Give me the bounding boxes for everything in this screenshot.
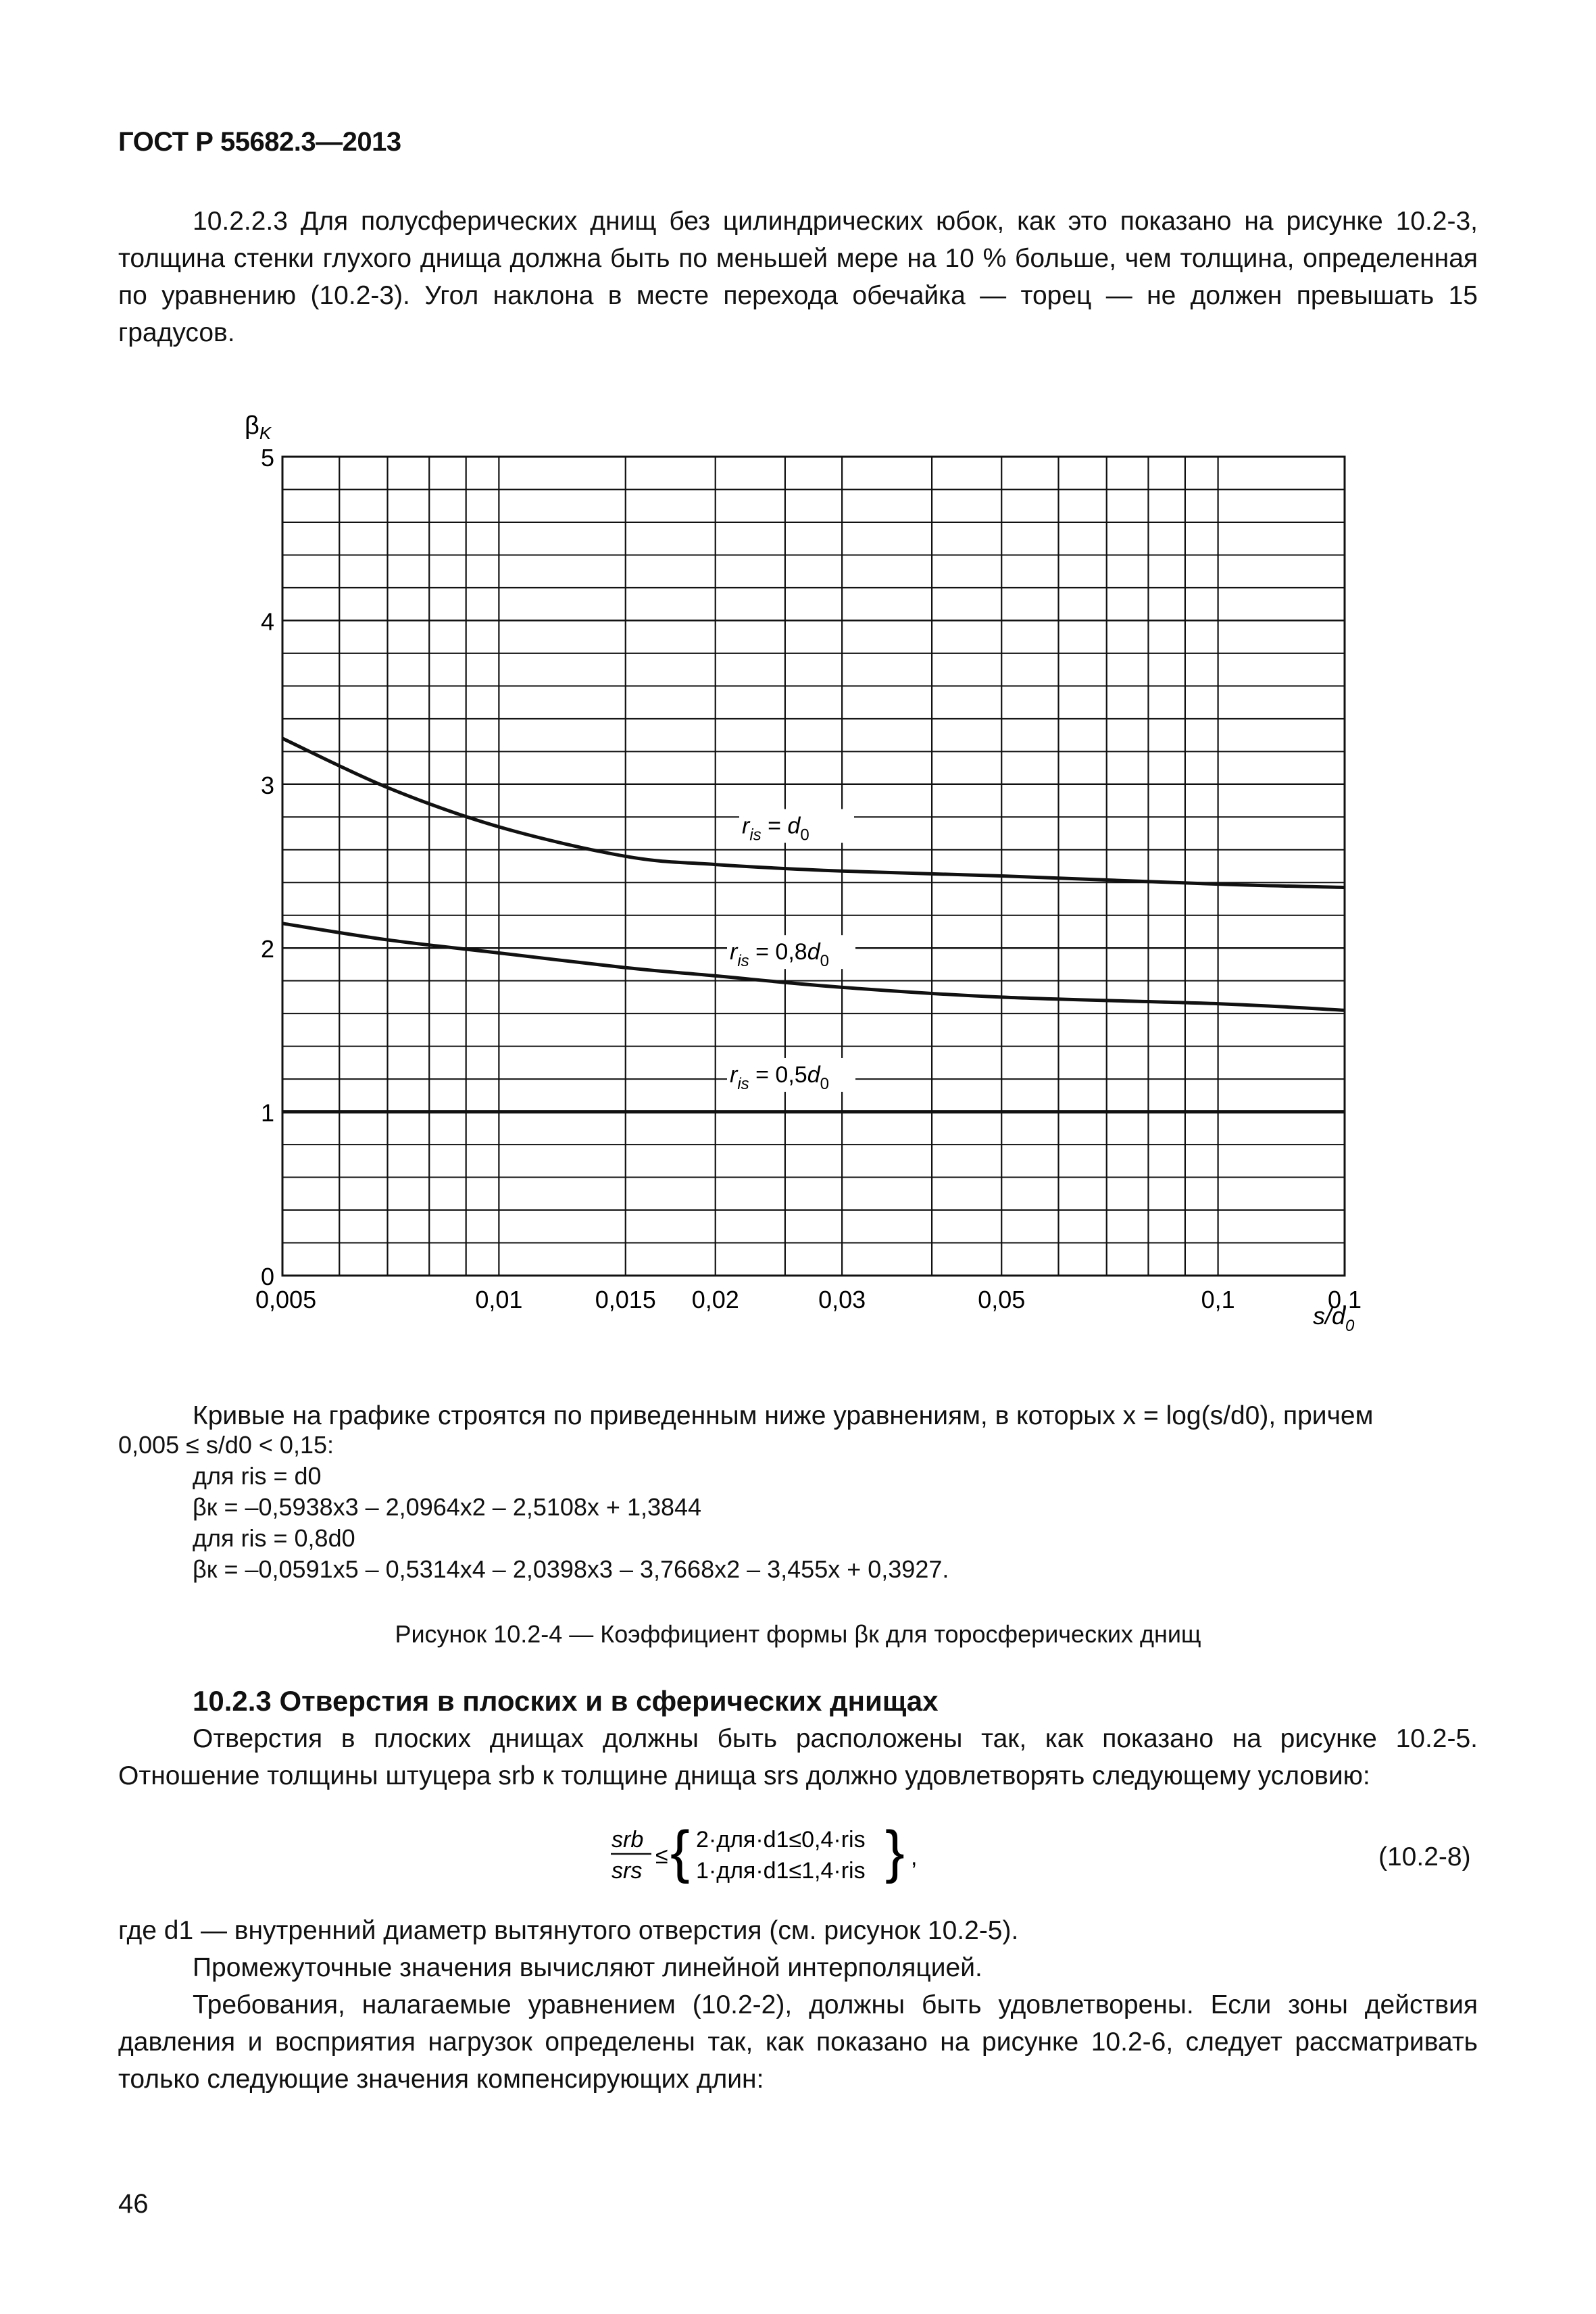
paragraph-10-2-2-3: 10.2.2.3 Для полусферических днищ без цилиндрических юбок, как это показано на рисунке 10.2-3, толщина стенки глухого днища должна быть по меньшей мере на 10 % больше, чем толщина, определенная по уравнению (10.2-3). Угол наклона в месте перехода обечайка — торец — не должен превышать 15 градусов. (118, 207, 1478, 347)
x-tick-label: 0,015 (595, 1286, 656, 1313)
formula-numerator: srb (612, 1827, 644, 1853)
figure-10-2-4 (0, 405, 1596, 1351)
x-axis-label: $s/d_0$ (1313, 1302, 1355, 1335)
shape-coefficient-chart (0, 405, 1596, 1351)
equation-formula-1: βк = –0,5938x3 – 2,0964x2 – 2,5108x + 1,3844 (193, 1493, 702, 1521)
equations-range: 0,005 ≤ s/d0 < 0,15: (118, 1431, 334, 1459)
curve-label-2: $r_{is} = 0,8d_0$ (730, 939, 829, 971)
curve-label-1: $r_{is} = d_0$ (742, 813, 809, 845)
chart-grid (282, 457, 1345, 1276)
curve-label-3: $r_{is} = 0,5d_0$ (730, 1061, 829, 1093)
y-tick-labels (261, 444, 274, 1290)
figure-caption: Рисунок 10.2-4 — Коэффициент формы βк для торосферических днищ (395, 1620, 1201, 1648)
x-tick-label: 0,1 (1201, 1286, 1235, 1313)
y-tick-label: 5 (260, 444, 274, 472)
interpolation-paragraph: Промежуточные значения вычисляют линейной интерполяцией. (193, 1953, 982, 1982)
x-tick-label: 0,1 (1327, 1286, 1362, 1313)
equation-case-2: для ris = 0,8d0 (193, 1524, 355, 1552)
comma: , (911, 1844, 918, 1870)
equation-number: (10.2-8) (1378, 1842, 1471, 1871)
left-brace: { (670, 1819, 690, 1884)
section-title: 10.2.3 Отверстия в плоских и в сферических днищах (193, 1685, 939, 1717)
requirements-paragraph: Требования, налагаемые уравнением (10.2-2), должны быть удовлетворены. Если зоны действия давления и восприятия нагрузок определены так, как показано на рисунке 10.2-6, следует рассматривать только следующие значения компенсирующих длин: (118, 1990, 1478, 2094)
equation-case-1: для ris = d0 (193, 1462, 322, 1490)
x-tick-label: 0,02 (691, 1286, 739, 1313)
y-tick-label: 3 (260, 771, 274, 799)
formula-line-2: 1·для·d1≤1,4·ris (696, 1858, 866, 1884)
page-number: 46 (118, 2189, 149, 2219)
formula-10-2-8 (608, 1819, 987, 1899)
where-d1-paragraph: где d1 — внутренний диаметр вытянутого отверстия (см. рисунок 10.2-5). (118, 1916, 1019, 1945)
x-tick-label: 0,05 (978, 1286, 1026, 1313)
right-brace: } (885, 1819, 905, 1884)
curve-labels (727, 809, 855, 1093)
formula-graphic (608, 1819, 987, 1893)
x-tick-label: 0,03 (818, 1286, 866, 1313)
x-tick-label: 0,005 (255, 1286, 317, 1313)
leq-sign: ≤ (655, 1843, 668, 1869)
x-tick-labels (255, 1286, 1362, 1313)
x-tick-label: 0,01 (475, 1286, 523, 1313)
equation-formula-2: βк = –0,0591x5 – 0,5314x4 – 2,0398x3 – 3,7668x2 – 3,455x + 0,3927. (193, 1555, 949, 1583)
formula-denominator: srs (612, 1858, 643, 1884)
section-paragraph: Отверстия в плоских днищах должны быть расположены так, как показано на рисунке 10.2-5. Отношение толщины штуцера srb к толщине днища srs должно удовлетворять следующему условию: (118, 1724, 1478, 1790)
equations-intro: Кривые на графике строятся по приведенным ниже уравнениям, в которых x = log(s/d0), причем (193, 1401, 1374, 1430)
y-tick-label: 2 (260, 935, 274, 963)
document-header: ГОСТ Р 55682.3—2013 (118, 127, 401, 157)
formula-line-1: 2·для·d1≤0,4·ris (696, 1827, 866, 1853)
y-tick-label: 0 (260, 1263, 274, 1290)
y-tick-label: 4 (260, 607, 274, 636)
y-axis-label: $\beta_K$ (245, 411, 272, 443)
y-tick-label: 1 (260, 1099, 274, 1127)
